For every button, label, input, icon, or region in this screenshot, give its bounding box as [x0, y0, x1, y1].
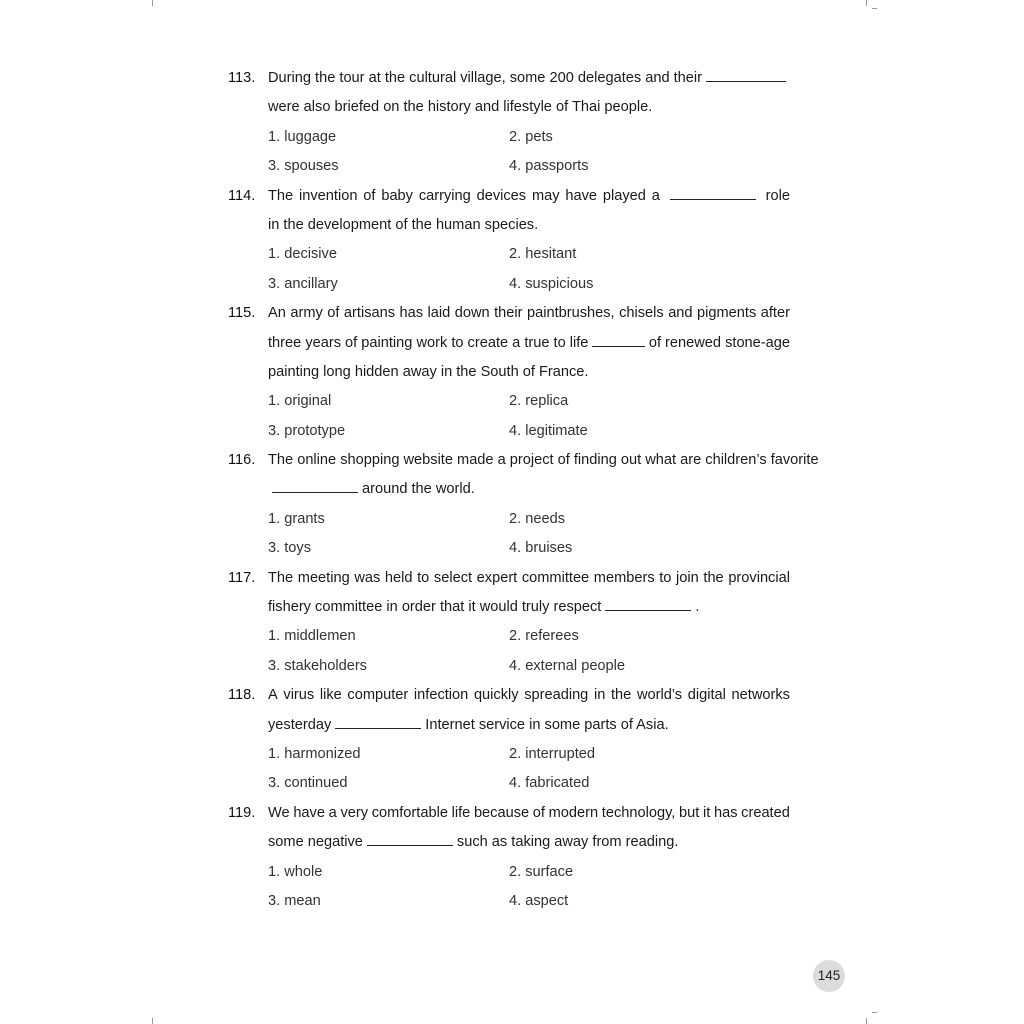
question-text: comfortable: [371, 804, 448, 821]
answer-option[interactable]: 1. grants: [268, 510, 325, 527]
question-row: [228, 446, 819, 475]
question-list: [228, 64, 819, 916]
question-text: carrying: [418, 187, 471, 204]
question-text: has: [399, 305, 424, 322]
options-row: [228, 740, 790, 769]
crop-mark: [866, 0, 867, 6]
question-text-line: [268, 182, 790, 211]
question-text: invention: [299, 187, 358, 204]
answer-option[interactable]: 3. continued: [268, 775, 348, 792]
options-row: [228, 505, 790, 534]
question-text: networks: [731, 687, 790, 704]
options-row: [228, 769, 790, 798]
question-item: [228, 564, 790, 682]
question-text: A: [268, 687, 278, 704]
question-text: in: [593, 687, 606, 704]
question-text: it: [703, 804, 711, 821]
question-text: but: [679, 804, 700, 821]
question-text: were also briefed on the history and lifestyle of Thai people.: [268, 99, 653, 116]
question-text-line: [268, 358, 790, 387]
options-row: [228, 240, 790, 269]
answer-blank: [670, 198, 756, 200]
question-text: .: [695, 599, 700, 616]
question-number: 115.: [228, 305, 256, 322]
question-text-line: [268, 828, 790, 857]
question-text-line: [268, 564, 790, 593]
answer-option[interactable]: 2. referees: [509, 628, 579, 645]
question-text: created: [741, 804, 790, 821]
question-text-line: [268, 711, 790, 740]
question-text: members: [593, 569, 655, 586]
question-text: modern: [548, 804, 599, 821]
question-text: to: [417, 569, 430, 586]
question-row: [228, 711, 790, 740]
question-text: around the world.: [362, 481, 475, 498]
question-row: [228, 828, 790, 857]
question-text: spreading: [524, 687, 589, 704]
question-text: During the tour at the cultural village, some 200 delegates and their: [268, 70, 703, 86]
question-text: of: [327, 305, 340, 322]
question-text: down: [454, 305, 490, 322]
options-row: [228, 123, 790, 152]
question-number: 113.: [228, 70, 256, 86]
question-text-line: [268, 446, 819, 475]
question-row: [228, 329, 790, 358]
question-text-line: [268, 799, 790, 828]
question-text: select: [433, 569, 473, 586]
question-text: laid: [427, 305, 451, 322]
question-text: played: [602, 187, 646, 204]
question-item: [228, 681, 790, 799]
question-number: 118.: [228, 687, 256, 704]
question-item: [228, 299, 790, 446]
answer-blank: [706, 80, 786, 82]
answer-blank: [335, 727, 421, 729]
question-number: 116.: [228, 452, 256, 469]
options-row: [228, 652, 790, 681]
question-text-line: [268, 593, 790, 622]
crop-mark: [152, 0, 153, 6]
question-text: The: [268, 187, 294, 204]
question-text: fishery committee in order that it would truly respect: [268, 599, 602, 616]
question-text: chisels: [619, 305, 664, 322]
answer-option[interactable]: 3. stakeholders: [268, 657, 367, 674]
question-text: provincial: [728, 569, 790, 586]
question-text-line: [268, 93, 790, 122]
answer-option[interactable]: 4. legitimate: [509, 422, 588, 439]
question-row: [228, 64, 790, 93]
question-text: very: [340, 804, 369, 821]
question-text: of: [532, 804, 545, 821]
question-text: committee: [521, 569, 590, 586]
question-text: pigments: [697, 305, 757, 322]
question-text: technology,: [601, 804, 676, 821]
options-row: [228, 417, 790, 446]
question-text: their: [494, 305, 523, 322]
answer-option[interactable]: 4. aspect: [509, 892, 569, 909]
question-text: may: [531, 187, 560, 204]
question-text: artisans: [343, 305, 396, 322]
question-text: life: [451, 804, 471, 821]
question-text: of: [363, 187, 376, 204]
question-number: 119.: [228, 804, 256, 821]
answer-option[interactable]: 1. whole: [268, 863, 323, 880]
question-text: held: [384, 569, 413, 586]
question-text: after: [760, 305, 790, 322]
question-text-line: [268, 681, 790, 710]
question-text-line: [268, 64, 790, 93]
question-item: [228, 799, 790, 917]
answer-option[interactable]: 2. interrupted: [509, 745, 595, 762]
answer-option[interactable]: 1. harmonized: [268, 745, 361, 762]
question-text-line: [268, 211, 790, 240]
question-text: was: [354, 569, 381, 586]
question-text: like: [319, 687, 342, 704]
question-text: and: [668, 305, 693, 322]
answer-option[interactable]: 4. external people: [509, 657, 626, 674]
answer-option[interactable]: 2. surface: [509, 863, 574, 880]
question-text: digital: [687, 687, 726, 704]
question-text: to: [659, 569, 672, 586]
options-row: [228, 270, 790, 299]
answer-option[interactable]: 2. hesitant: [509, 246, 577, 263]
answer-option[interactable]: 3. toys: [268, 540, 311, 557]
answer-option[interactable]: 2. replica: [509, 393, 569, 410]
question-text: such as taking away from reading.: [456, 834, 679, 851]
question-text: An: [268, 305, 286, 322]
answer-option[interactable]: 2. needs: [509, 510, 565, 527]
question-text-line: [268, 475, 790, 504]
question-text: of renewed stone-age: [648, 334, 790, 351]
question-text: world’s: [636, 687, 683, 704]
question-text: devices: [476, 187, 527, 204]
answer-blank: [592, 345, 644, 347]
answer-option[interactable]: 4. bruises: [509, 540, 573, 557]
question-text-line: [268, 329, 790, 358]
question-text: because: [473, 804, 530, 821]
question-row: [228, 593, 790, 622]
question-row: [228, 564, 790, 593]
question-item: [228, 64, 790, 182]
question-row: [228, 182, 790, 211]
crop-mark: [152, 1018, 153, 1024]
question-text: meeting: [297, 569, 350, 586]
answer-option[interactable]: 4. fabricated: [509, 775, 590, 792]
question-text: role: [765, 187, 790, 204]
question-text: join: [676, 569, 699, 586]
answer-blank: [367, 844, 453, 846]
question-text: a: [651, 187, 660, 204]
options-row: [228, 152, 790, 181]
options-row: [228, 534, 790, 563]
question-text: a: [328, 804, 337, 821]
question-text: The online shopping website made a project of finding out what are children’s favorite: [268, 452, 819, 469]
question-text: army: [290, 305, 323, 322]
answer-blank: [272, 491, 358, 493]
question-text: paintbrushes,: [526, 305, 615, 322]
options-row: [228, 387, 790, 416]
question-text: the: [610, 687, 632, 704]
question-row: [228, 475, 790, 504]
answer-option[interactable]: 1. luggage: [268, 128, 337, 145]
question-text: infection: [413, 687, 469, 704]
answer-blank: [605, 609, 691, 611]
question-text: The: [268, 569, 294, 586]
answer-option[interactable]: 4. suspicious: [509, 275, 594, 292]
question-text: in the development of the human species.: [268, 216, 539, 233]
page-number: 145: [813, 960, 845, 992]
answer-option[interactable]: 2. pets: [509, 128, 553, 145]
question-text: yesterday: [268, 716, 332, 733]
question-text: baby: [381, 187, 413, 204]
answer-option[interactable]: 3. spouses: [268, 158, 339, 175]
question-text: some negative: [268, 834, 363, 851]
question-text: We: [268, 804, 290, 821]
answer-option[interactable]: 1. decisive: [268, 246, 337, 263]
question-row: [228, 211, 790, 240]
question-row: [228, 681, 790, 710]
answer-option[interactable]: 3. ancillary: [268, 275, 338, 292]
question-text: the: [703, 569, 724, 586]
question-item: [228, 182, 790, 300]
crop-mark: [872, 1012, 877, 1013]
question-text: have: [565, 187, 598, 204]
question-text: expert: [476, 569, 518, 586]
question-text: Internet service in some parts of Asia.: [425, 716, 669, 733]
answer-option[interactable]: 1. middlemen: [268, 628, 356, 645]
options-row: [228, 858, 790, 887]
question-text: have: [293, 804, 325, 821]
question-row: [228, 358, 790, 387]
question-number: 117.: [228, 569, 256, 586]
question-text: has: [713, 804, 738, 821]
question-text: painting long hidden away in the South of France.: [268, 363, 589, 380]
question-row: [228, 93, 790, 122]
answer-option[interactable]: 3. prototype: [268, 422, 346, 439]
question-text: virus: [283, 687, 315, 704]
options-row: [228, 622, 790, 651]
question-text: quickly: [473, 687, 519, 704]
answer-option[interactable]: 3. mean: [268, 892, 321, 909]
options-row: [228, 887, 790, 916]
question-row: [228, 299, 790, 328]
question-text: computer: [347, 687, 409, 704]
answer-option[interactable]: 1. original: [268, 393, 332, 410]
question-row: [228, 799, 790, 828]
crop-mark: [872, 8, 877, 9]
crop-mark: [866, 1018, 867, 1024]
answer-option[interactable]: 4. passports: [509, 158, 589, 175]
question-text: three years of painting work to create a true to life: [268, 334, 589, 351]
question-item: [228, 446, 819, 564]
question-number: 114.: [228, 187, 256, 204]
question-text-line: [268, 299, 790, 328]
